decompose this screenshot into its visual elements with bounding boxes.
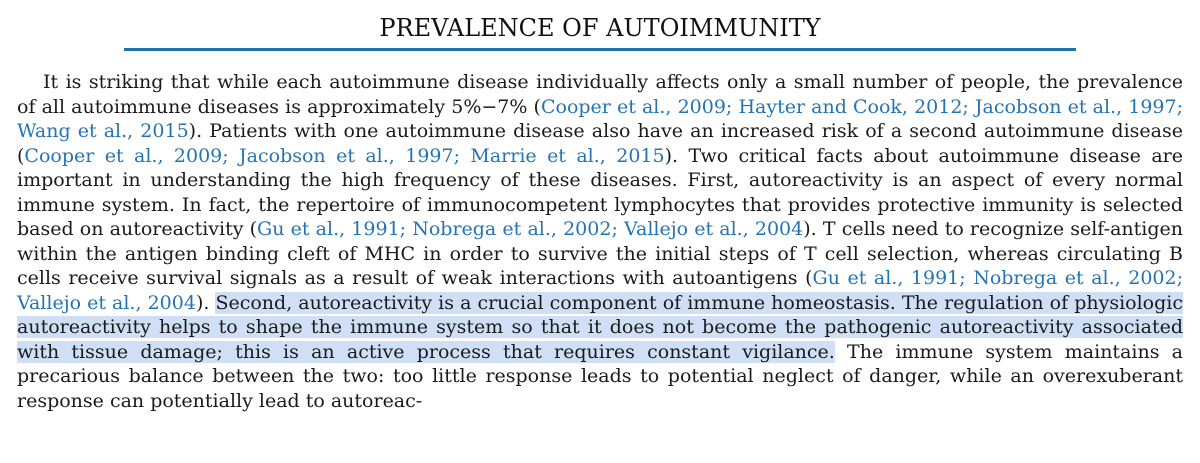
heading-rule [124,48,1076,51]
citation-link[interactable]: Gu et al., 1991; Nobrega et al., 2002; Vallejo et al., 2004 [257,218,804,240]
paragraph-text: ). T cells need to recognize self-antigen within the antigen binding cleft of MHC in order to survive the initial steps of T cell selection, whereas circulating B cells receive survival signals as a result of weak interactions with autoantigens ( [17,218,1183,289]
paragraph-text: ). [195,291,216,314]
paragraph-text: The immune system maintains a precarious balance between the two: too little response leads to potential neglect of danger, while an overexuberant response can potentially lead to autoreac- [17,340,1183,412]
paragraph-text: ). Two critical facts about autoimmune disease are important in understanding the high frequency of these diseases. First, autoreactivity is an aspect of every normal immune system. In fact, the repertoire of immunocompetent lymphocytes that provides protective immunity is selected based on autoreactivity ( [17,144,1183,240]
highlighted-passage[interactable]: Second, autoreactivity is a crucial component of immune homeostasis. The regulation of physiologic autoreactivity helps to shape the immune system so that it does not become the pathogenic autoreactivity associated with tissue damage; this is an active process that requires constant vigilance. [17,291,1183,363]
paragraph-text: It is striking that while each autoimmune disease individually affects only a small number of people, the prevalence of all autoimmune diseases is approximately 5%−7% ( [17,71,1183,118]
citation-link[interactable]: Cooper et al., 2009; Hayter and Cook, 2012; Jacobson et al., 1997; Wang et al., 2015 [17,95,1184,142]
paragraph-text: ). Patients with one autoimmune disease also have an increased risk of a second autoimmune disease ( [17,120,1183,167]
citation-link[interactable]: Gu et al., 1991; Nobrega et al., 2002; Vallejo et al., 2004 [17,267,1183,314]
body-paragraph [17,70,1183,413]
section-heading: PREVALENCE OF AUTOIMMUNITY [379,14,821,42]
citation-link[interactable]: Cooper et al., 2009; Jacobson et al., 1997; Marrie et al., 2015 [24,144,665,167]
